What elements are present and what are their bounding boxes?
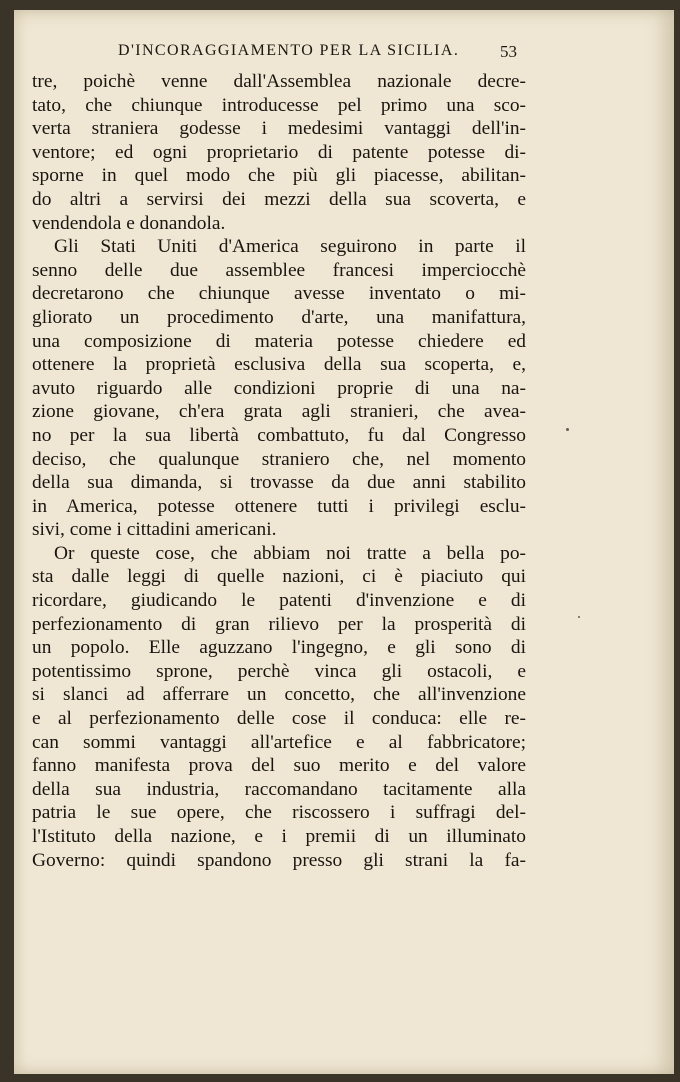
text-line: can sommi vantaggi all'artefice e al fabbricatore;: [32, 731, 526, 753]
text-line: della sua dimanda, si trovasse da due anni stabilito: [32, 472, 526, 494]
text-line: ricordare, giudicando le patenti d'invenzione e di: [32, 590, 526, 612]
body-text: [32, 70, 526, 872]
text-line: vendendola e donandola.: [32, 212, 226, 234]
text-line: sta dalle leggi di quelle nazioni, ci è piaciuto qui: [32, 566, 526, 588]
text-line: tre, poichè venne dall'Assemblea nazionale decre-: [32, 71, 526, 92]
page-header: [0, 42, 680, 72]
page-number: 53: [500, 42, 517, 61]
text-line: senno delle due assemblee francesi imperciocchè: [32, 259, 526, 281]
text-line: decretarono che chiunque avesse inventato o mi-: [32, 283, 526, 305]
text-line: Gli Stati Uniti d'America seguirono in parte il: [54, 236, 526, 258]
text-line: Or queste cose, che abbiam noi tratte a bella po-: [54, 542, 526, 564]
paper-speck: [566, 428, 569, 431]
text-line: un popolo. Elle aguzzano l'ingegno, e gli sono di: [32, 637, 526, 659]
paragraph-3: [32, 542, 526, 872]
text-line: verta straniera godesse i medesimi vantaggi dell'in-: [32, 118, 526, 140]
text-line: tato, che chiunque introducesse pel primo una sco-: [32, 94, 526, 116]
text-line: fanno manifesta prova del suo merito e del valore: [32, 755, 526, 777]
text-line: avuto riguardo alle condizioni proprie di una na-: [32, 377, 526, 399]
text-line: sporne in quel modo che più gli piacesse, abilitan-: [32, 165, 526, 187]
text-line: sivi, come i cittadini americani.: [32, 519, 277, 541]
text-line: patria le sue opere, che riscossero i suffragi del-: [32, 802, 526, 824]
text-line: no per la sua libertà combattuto, fu dal Congresso: [32, 424, 526, 446]
text-line: deciso, che qualunque straniero che, nel momento: [32, 448, 526, 470]
text-line: zione giovane, ch'era grata agli stranieri, che avea-: [32, 401, 526, 423]
text-line: perfezionamento di gran rilievo per la prosperità di: [32, 613, 526, 635]
text-line: si slanci ad afferrare un concetto, che all'invenzione: [32, 684, 526, 706]
text-line: e al perfezionamento delle cose il conduca: elle re-: [32, 708, 526, 730]
running-title: D'INCORAGGIAMENTO PER LA SICILIA.: [118, 42, 460, 59]
paragraph-1: [32, 70, 526, 235]
text-line: ottenere la proprietà esclusiva della sua scoperta, e,: [32, 354, 526, 376]
text-line: l'Istituto della nazione, e i premii di un illuminato: [32, 826, 526, 847]
paper-speck: [578, 616, 580, 618]
text-line: gliorato un procedimento d'arte, una manifattura,: [32, 306, 526, 328]
text-line: Governo: quindi spandono presso gli strani la fa-: [32, 849, 526, 871]
text-line: potentissimo sprone, perchè vinca gli ostacoli, e: [32, 660, 526, 682]
text-line: do altri a servirsi dei mezzi della sua scoverta, e: [32, 188, 526, 210]
text-line: in America, potesse ottenere tutti i privilegi esclu-: [32, 495, 526, 517]
text-line: una composizione di materia potesse chiedere ed: [32, 330, 526, 352]
paragraph-2: [32, 235, 526, 542]
text-line: ventore; ed ogni proprietario di patente potesse di-: [32, 141, 526, 163]
text-line: della sua industria, raccomandano tacitamente alla: [32, 778, 526, 800]
